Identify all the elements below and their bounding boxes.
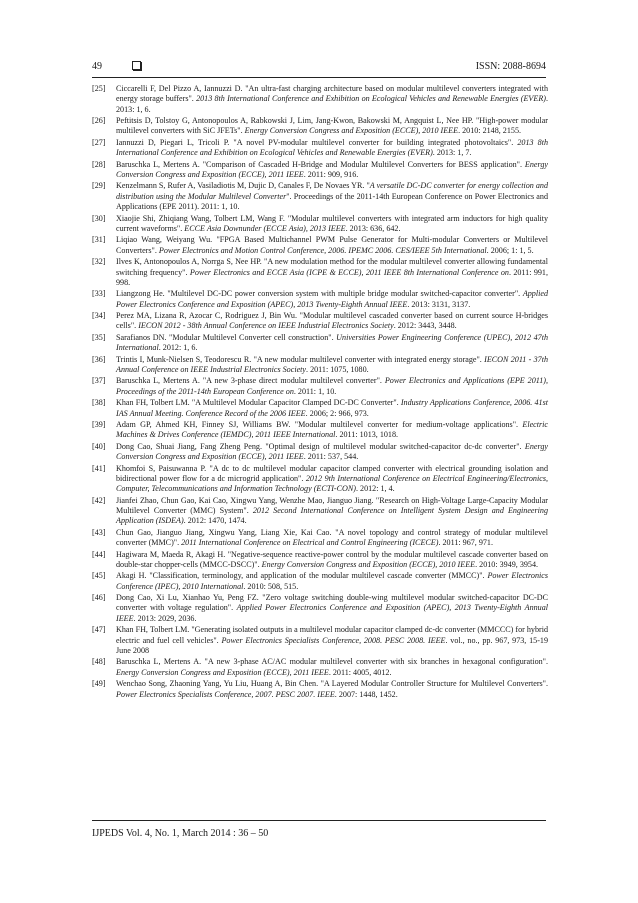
reference-number: [38]	[92, 398, 106, 408]
reference-venue: 2012 Second International Conference on Intelligent System Design and Engineering Application (ISDEA)	[116, 506, 548, 526]
reference-details: . 2010: 508, 515.	[243, 581, 299, 591]
reference-number: [31]	[92, 235, 106, 245]
reference-venue: 2011 International Conference on Electrical and Control Engineering (ICECE)	[181, 538, 439, 548]
reference-item	[92, 376, 548, 397]
reference-authors-title: Baruschka L, Mertens A. "A new 3-phase direct modular multilevel converter".	[116, 376, 385, 386]
reference-number: [39]	[92, 419, 106, 429]
reference-details: . 2012: 1, 4.	[355, 484, 395, 494]
reference-details: . 2011: 4005, 4012.	[328, 667, 392, 677]
reference-number: [33]	[92, 289, 106, 299]
reference-authors-title: Xiaojie Shi, Zhiqiang Wang, Tolbert LM, Wang F. "Modular multilevel converters with integrated arm inductors for high quality current waveforms".	[116, 213, 548, 233]
reference-number: [43]	[92, 527, 106, 537]
reference-authors-title: Sarafianos DN. "Modular Multilevel Converter cell construction".	[116, 332, 337, 342]
reference-authors-title: Adam GP, Ahmed KH, Finney SJ, Williams BW. "Modular multilevel converter for medium-voltage applications".	[116, 419, 523, 429]
reference-details: . 2012: 1, 6.	[158, 343, 198, 353]
reference-number: [28]	[92, 159, 106, 169]
reference-details: . 2013: 636, 642.	[345, 223, 401, 233]
reference-details: . 2011: 967, 971.	[438, 538, 493, 548]
reference-number: [44]	[92, 549, 106, 559]
reference-number: [46]	[92, 593, 106, 603]
reference-authors-title: Jianfei Zhao, Chun Gao, Kai Cao, Xingwu Yang, Wenzhe Mao, Jianguo Jiang. "Research on High-Voltage Large-Capacity Modular Multilevel Converter (MMC) System".	[116, 495, 548, 515]
reference-details: . 2006; 2: 966, 973.	[305, 408, 369, 418]
checkbox-square-icon	[132, 61, 141, 70]
reference-number: [49]	[92, 679, 106, 689]
reference-item	[92, 679, 548, 700]
reference-number: [29]	[92, 181, 106, 191]
journal-citation: IJPEDS Vol. 4, No. 1, March 2014 : 36 – 50	[92, 828, 269, 839]
reference-authors-title: Hagiwara M, Maeda R, Akagi H. "Negative-sequence reactive-power control by the modular multilevel cascade converter based on double-star chopper-cells (MMCC-DSCC)".	[116, 549, 548, 569]
reference-details: . 2011: 1, 10.	[293, 386, 337, 396]
reference-venue: 2013 8th International Conference and Exhibition on Ecological Vehicles and Renewable Energies (EVER)	[196, 94, 546, 104]
reference-authors-title: Dong Cao, Xi Lu, Xianhao Yu, Peng FZ. "Zero voltage switching double-wing multilevel modular switched-capacitor DC-DC converter with voltage regulation".	[116, 593, 548, 613]
reference-authors-title: Trintis I, Munk-Nielsen S, Teodorescu R. "A new modular multilevel converter with integrated energy storage".	[116, 354, 485, 364]
reference-details: . 2012: 3443, 3448.	[393, 321, 457, 331]
reference-number: [32]	[92, 257, 106, 267]
page-footer	[92, 820, 546, 839]
page-header	[92, 61, 546, 78]
reference-details: . vol., no., pp. 967, 973, 15-19 June 2008	[116, 635, 548, 655]
reference-authors-title: Ciccarelli F, Del Pizzo A, Iannuzzi D. "An ultra-fast charging architecture based on modular multilevel converters integrated with energy storage buffers".	[116, 84, 548, 104]
reference-item	[92, 138, 548, 159]
reference-item	[92, 528, 548, 549]
reference-number: [26]	[92, 116, 106, 126]
reference-item	[92, 311, 548, 332]
reference-venue: Electric Machines & Drives Conference (IEMDC), 2011 IEEE International	[116, 419, 548, 440]
reference-venue: Power Electronics Specialists Conference, 2008. PESC 2008. IEEE	[221, 635, 446, 645]
reference-item	[92, 550, 548, 571]
reference-item	[92, 116, 548, 137]
page-number: 49	[92, 61, 102, 72]
reference-number: [41]	[92, 463, 106, 473]
reference-item	[92, 496, 548, 527]
reference-details: . 2011: 991, 998.	[116, 267, 548, 287]
reference-list	[92, 84, 548, 701]
reference-venue: A versatile DC-DC converter for energy collection and distribution using the Modular Multilevel Converter	[116, 181, 548, 201]
reference-item	[92, 235, 548, 256]
reference-details: ". Proceedings of the 2011-14th European Conference on Power Electronics and Applications (EPE 2011). 2011: 1, 10.	[116, 191, 548, 212]
reference-authors-title: Perez MA, Lizana R, Azocar C, Rodriguez J, Bin Wu. "Modular multilevel cascaded converter based on current source H-bridges cells".	[116, 311, 548, 331]
reference-authors-title: Khomfoi S, Paisuwanna P. "A dc to dc multilevel modular capacitor clamped converter with electrical grounding isolation and bidirectional power flow for a dc microgrid application".	[116, 463, 548, 483]
reference-item	[92, 420, 548, 441]
reference-item	[92, 181, 548, 212]
reference-details: . 2011: 537, 544.	[303, 452, 359, 462]
issn-label: ISSN: 2088-8694	[475, 61, 546, 72]
reference-item	[92, 442, 548, 463]
reference-venue: Energy Conversion Congress and Exposition (ECCE), 2010 IEEE	[244, 126, 459, 136]
reference-details: . 2013: 1, 7.	[432, 148, 472, 158]
reference-venue: Universities Power Engineering Conference (UPEC), 2012 47th International	[116, 332, 548, 353]
reference-details: . 2007: 1448, 1452.	[334, 689, 398, 699]
reference-item	[92, 593, 548, 624]
reference-venue: IECON 2012 - 38th Annual Conference on IEEE Industrial Electronics Society	[138, 321, 394, 331]
reference-number: [36]	[92, 354, 106, 364]
reference-venue: Energy Conversion Congress and Exposition (ECCE), 2010 IEEE	[261, 559, 476, 569]
reference-number: [40]	[92, 441, 106, 451]
reference-authors-title: Liqiao Wang, Weiyang Wu. "FPGA Based Multichannel PWM Pulse Generator for Multi-modular Converters or Multilevel Converters".	[116, 235, 548, 255]
reference-number: [25]	[92, 84, 106, 93]
reference-details: . 2010: 3949, 3954.	[475, 559, 539, 569]
reference-item	[92, 333, 548, 354]
reference-venue: Energy Conversion Congress and Exposition (ECCE), 2011 IEEE	[116, 667, 329, 677]
reference-authors-title: Khan FH, Tolbert LM. "Generating isolated outputs in a multilevel modular capacitor clamped dc-dc converter (MMCCC) for hybrid electric and fuel cell vehicles".	[116, 625, 548, 645]
reference-venue: IECON 2011 - 37th Annual Conference on IEEE Industrial Electronics Society	[116, 354, 548, 374]
reference-venue: 2013 8th International Conference and Exhibition on Ecological Vehicles and Renewable Energies (EVER)	[116, 137, 548, 158]
reference-venue: Industry Applications Conference, 2006. 41st IAS Annual Meeting. Conference Record of the 2006 IEEE	[116, 398, 548, 418]
reference-authors-title: Khan FH, Tolbert LM. "A Multilevel Modular Capacitor Clamped DC-DC Converter".	[116, 398, 401, 408]
reference-number: [48]	[92, 657, 106, 667]
reference-item	[92, 355, 548, 376]
reference-authors-title: Dong Cao, Shuai Jiang, Fang Zheng Peng. "Optimal design of multilevel modular switched-capacitor dc-dc converter".	[116, 441, 525, 451]
reference-venue: Power Electronics Specialists Conference, 2007. PESC 2007. IEEE	[116, 689, 335, 699]
reference-details: . 2013: 1, 6.	[116, 94, 548, 114]
reference-details: . 2006; 1: 1, 5.	[486, 245, 534, 255]
reference-venue: 2012 9th International Conference on Electrical Engineering/Electronics, Computer, Telecommunications and Information Technology (ECTI-CON)	[116, 473, 548, 494]
reference-item	[92, 398, 548, 419]
reference-details: . 2011: 909, 916.	[303, 170, 359, 180]
reference-number: [27]	[92, 137, 106, 147]
reference-authors-title: Akagi H. "Classification, terminology, and application of the modular multilevel cascade converter (MMCC)".	[116, 571, 488, 581]
reference-authors-title: Peftitsis D, Tolstoy G, Antonopoulos A, Rabkowski J, Lim, Jang-Kwon, Bakowski M, Angquist L, Nee HP. "High-power modular multilevel converters with SiC JFETs".	[116, 116, 548, 136]
reference-venue: Energy Conversion Congress and Exposition (ECCE), 2011 IEEE	[116, 441, 548, 462]
reference-authors-title: Chun Gao, Jianguo Jiang, Xingwu Yang, Liang Xie, Kai Cao. "A novel topology and control strategy of modular multilevel converter (MMC)".	[116, 527, 548, 548]
reference-number: [30]	[92, 213, 106, 223]
reference-authors-title: Iannuzzi D, Piegari L, Tricoli P. "A novel PV-modular multilevel converter for building integrated photovoltaics".	[116, 137, 518, 147]
reference-venue: ECCE Asia Downunder (ECCE Asia), 2013 IEEE	[184, 223, 346, 233]
reference-venue: Power Electronics and Motion Control Conference, 2006. IPEMC 2006. CES/IEEE 5th International	[158, 245, 487, 255]
reference-number: [45]	[92, 571, 106, 581]
reference-details: . 2013: 3131, 3137.	[407, 299, 471, 309]
reference-details: . 2011: 1075, 1080.	[306, 364, 369, 374]
reference-item	[92, 84, 548, 115]
reference-details: . 2010: 2148, 2155.	[458, 126, 522, 136]
reference-venue: Applied Power Electronics Conference and Exposition (APEC), 2013 Twenty-Eighth Annual IEEE	[116, 603, 549, 623]
reference-item	[92, 464, 548, 495]
reference-number: [34]	[92, 311, 106, 321]
reference-item	[92, 571, 548, 592]
reference-item	[92, 257, 548, 288]
reference-item	[92, 625, 548, 656]
reference-number: [35]	[92, 332, 106, 342]
reference-item	[92, 657, 548, 678]
reference-authors-title: Ilves K, Antonopoulos A, Norrga S, Nee HP. "A new modulation method for the modular multilevel converter allowing fundamental switching frequency".	[116, 257, 548, 277]
reference-details: . 2012: 1470, 1474.	[183, 516, 247, 526]
reference-authors-title: Baruschka L, Mertens A. "Comparison of Cascaded H-Bridge and Modular Multilevel Converters for BESS application".	[116, 159, 525, 169]
reference-venue: Power Electronics and Applications (EPE 2011), Proceedings of the 2011-14th European Conference on	[116, 376, 548, 396]
reference-authors-title: Liangzong He. "Multilevel DC-DC power conversion system with multiple bridge modular switched-capacitor converter".	[116, 289, 523, 299]
reference-item	[92, 289, 548, 310]
reference-details: . 2013: 2029, 2036.	[133, 613, 197, 623]
reference-authors-title: Baruschka L, Mertens A. "A new 3-phase AC/AC modular multilevel converter with six branches in hexagonal configuration".	[116, 657, 548, 667]
reference-venue: Energy Conversion Congress and Exposition (ECCE), 2011 IEEE	[116, 159, 548, 180]
reference-number: [47]	[92, 625, 106, 635]
reference-venue: Power Electronics and ECCE Asia (ICPE & ECCE), 2011 IEEE 8th International Conference on	[189, 267, 509, 277]
reference-venue: Applied Power Electronics Conference and Exposition (APEC), 2013 Twenty-Eighth Annual IEEE	[116, 289, 548, 309]
reference-venue: Power Electronics Conference (IPEC), 2010 International	[116, 571, 548, 591]
reference-details: . 2011: 1013, 1018.	[335, 430, 399, 440]
reference-number: [37]	[92, 376, 106, 386]
reference-item	[92, 160, 548, 181]
reference-item	[92, 214, 548, 235]
reference-authors-title: Wenchao Song, Zhaoning Yang, Yu Liu, Huang A, Bin Chen. "A Layered Modular Controller Structure for Multilevel Converters".	[116, 679, 548, 689]
reference-number: [42]	[92, 495, 106, 505]
reference-authors-title: Kenzelmann S, Rufer A, Vasiladiotis M, Dujic D, Canales F, De Novaes YR. "	[116, 181, 370, 191]
